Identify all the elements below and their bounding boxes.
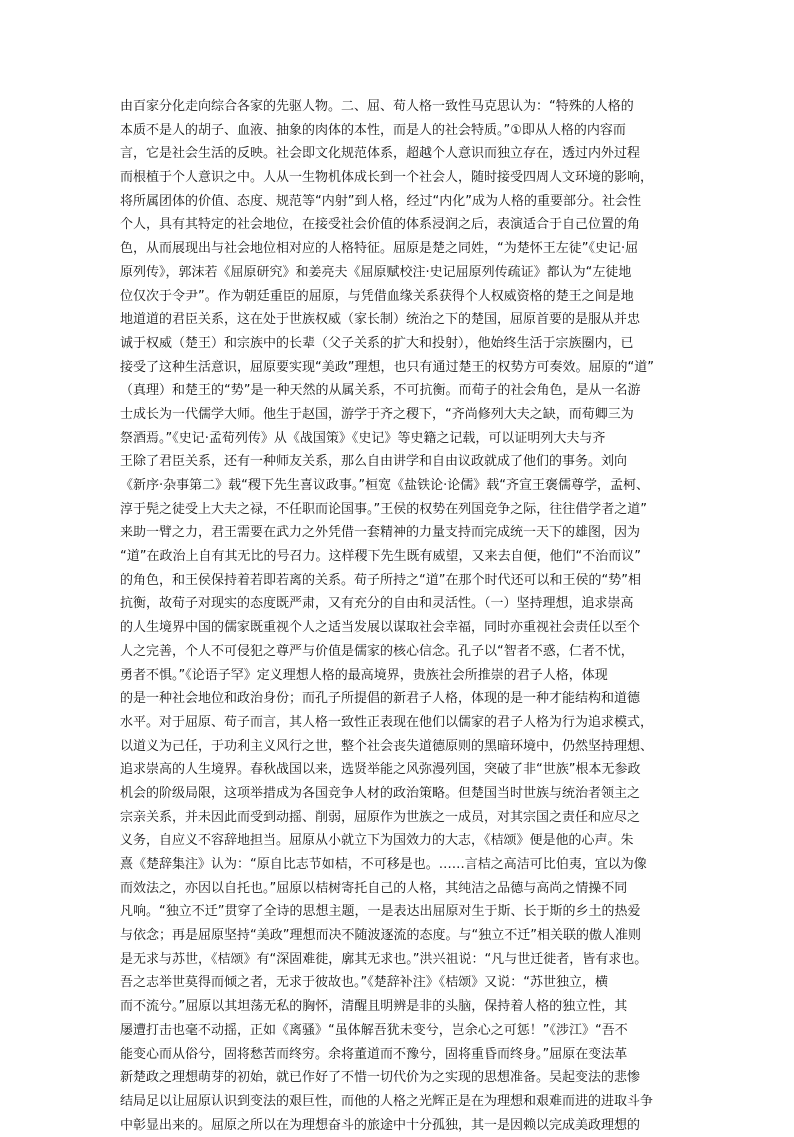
text-line: 机会的阶级局限，这项举措成为各国竞争人材的政治策略。但楚国当时世族与统治者领主之 (120, 785, 641, 801)
text-line: 追求崇高的人生境界。春秋战国以来，选贤举能之风弥漫列国，突破了非“世族”根本无参政 (120, 762, 641, 778)
text-line: 新楚政之理想萌芽的初始，就已作好了不惜一切代价为之实现的思想准备。吴起变法的悲惨 (120, 1070, 641, 1086)
text-line: 由百家分化走向综合各家的先驱人物。二、屈、荀人格一致性马克思认为：“特殊的人格的 (120, 99, 634, 114)
text-line: 屡遭打击也毫不动摇，正如《离骚》“虽体解吾犹未变兮，岂余心之可惩！”《涉江》“吾不 (120, 1022, 628, 1038)
text-line: 言，它是社会生活的反映。社会即文化规范体系，超越个人意识而独立存在，透过内外过程 (120, 146, 641, 162)
text-line: 人之完善，个人不可侵犯之尊严与价值是儒家的核心信念。孔子以“智者不惑，仁者不忧， (120, 643, 634, 659)
text-line: 而根植于个人意识之中。人从一生物机体成长到一个社会人，随时接受四周人文环境的影响， (120, 170, 654, 186)
text-line: 义务，自应义不容辞地担当。屈原从小就立下为国效力的大志，《桔颂》便是他的心声。朱 (120, 833, 634, 849)
text-line: 结局足以让屈原认识到变法的艰巨性，而他的人格之光辉正是在为理想和艰难而进的进取斗争 (120, 1093, 654, 1109)
text-line: 本质不是人的胡子、血液、抽象的肉体的本性，而是人的社会特质。”①即从人格的内容而 (120, 122, 626, 138)
text-line: 的是一种社会地位和政治身份；而孔子所提倡的新君子人格，体现的是一种才能结构和道德 (120, 691, 641, 707)
text-line: 的人生境界中国的儒家既重视个人之适当发展以谋取社会幸福，同时亦重视社会责任以至个 (120, 620, 641, 636)
text-line: 水平。对于屈原、荀子而言，其人格一致性正表现在他们以儒家的君子人格为行为追求模式， (120, 714, 654, 730)
text-line: 士成长为一代儒学大师。他生于赵国，游学于齐之稷下，“齐尚修列大夫之缺，而荀卿三为 (120, 406, 634, 422)
text-line: 的角色，和王侯保持着若即若离的关系。荀子所持之“道”在那个时代还可以和王侯的“势”相 (120, 572, 641, 588)
text-line: 地道道的君臣关系，这在处于世族权威（家长制）统治之下的楚国，屈原首要的是服从并忠 (120, 312, 641, 328)
text-line: 而不流兮。”屈原以其坦荡无私的胸怀，清醒且明辨是非的头脑，保持着人格的独立性，其 (120, 999, 628, 1015)
text-line: 宗亲关系，并未因此而受到动摇、削弱，屈原作为世族之一成员，对其宗国之责任和应尽之 (120, 809, 641, 825)
text-line: 《新序·杂事第二》载“稷下先生喜议政事。”桓宽《盐铁论·论儒》载“齐宣王褒儒尊学，孟柯、 (120, 478, 649, 493)
document-page (120, 95, 675, 1137)
text-line: 诚于权威（楚王）和宗族中的长辈（父子关系的扩大和投射），他始终生活于宗族圈内，已 (120, 335, 634, 351)
text-line: 色，从而展现出与社会地位相对应的人格特征。屈原是楚之同姓，“为楚怀王左徒”《史记·屈 (120, 241, 639, 257)
text-line: 来助一臂之力，君王需要在武力之外凭借一套精神的力量支持而完成统一天下的雄图，因为 (120, 525, 641, 541)
text-line: 是无求与苏世，《桔颂》有“深固难徙，廓其无求也。”洪兴祖说：“凡与世迁徙者，皆有求也。 (120, 951, 648, 967)
text-line: 凡响。“独立不迁”贯穿了全诗的思想主题，一是表达出屈原对生于斯、长于斯的乡土的热爱 (120, 904, 641, 920)
text-line: 接受了这种生活意识，屈原要实现“美政”理想，也只有通过楚王的权势方可奏效。屈原的“道” (120, 359, 654, 375)
text-line: 淳于髡之徒受上大夫之禄，不任职而论国事。”王侯的权势在列国竞争之际，往往借学者之道” (120, 501, 647, 517)
text-line: 原列传》，郭沫若《屈原研究》和姜亮夫《屈原赋校注·史记屈原列传疏证》都认为“左徒地 (120, 264, 632, 280)
text-line: 祭酒焉。”《史记·孟荀列传》从《战国策》《史记》等史籍之记载，可以证明列大夫与齐 (120, 430, 606, 446)
text-line: “道”在政治上自有其无比的号召力。这样稷下先生既有威望，又来去自便，他们“不治而议” (120, 549, 641, 565)
text-line: 熹《楚辞集注》认为：“原自比志节如桔，不可移是也。……言桔之高洁可比伯夷，宜以为像 (120, 857, 647, 872)
text-line: 个人，具有其特定的社会地位，在接受社会价值的体系浸润之后，表演适合于自己位置的角 (120, 217, 641, 233)
text-line: （真理）和楚王的“势”是一种天然的从属关系，不可抗衡。而荀子的社会角色，是从一名游 (120, 383, 641, 399)
text-line: 吾之志举世莫得而倾之者，无求于彼故也。”《楚辞补注》《桔颂》又说：“苏世独立，横 (120, 975, 608, 991)
text-line: 而效法之，亦因以自托也。”屈原以桔树寄托自己的人格，其纯洁之品德与高尚之情操不同 (120, 880, 628, 896)
text-line: 王除了君臣关系，还有一种师友关系，那么自由讲学和自由议政就成了他们的事务。刘向 (120, 454, 628, 470)
text-line: 勇者不惧。”《论语子罕》定义理想人格的最高境界，贵族社会所推崇的君子人格，体现 (120, 667, 608, 683)
text-line: 能变心而从俗兮，固将愁苦而终穷。余将董道而不豫兮，固将重昏而终身。”屈原在变法革 (120, 1046, 628, 1062)
text-line: 中彰显出来的。屈原之所以在为理想奋斗的旅途中十分孤独，其一是因赖以完成美政理想的 (120, 1117, 641, 1133)
text-line: 将所属团体的价值、态度、规范等“内射”到人格，经过“内化”成为人格的重要部分。社会性 (120, 193, 641, 209)
text-line: 与依念；再是屈原坚持“美政”理想而决不随波逐流的态度。与“独立不迁”相关联的傲人准则 (120, 928, 641, 944)
text-line: 位仅次于令尹”。作为朝廷重臣的屈原，与凭借血缘关系获得个人权威资格的楚王之间是地 (120, 288, 634, 304)
text-line: 抗衡，故荀子对现实的态度既严肃，又有充分的自由和灵活性。（一）坚持理想，追求崇高 (120, 596, 634, 612)
text-line: 以道义为己任，于功利主义风行之世，整个社会丧失道德原则的黑暗环境中，仍然坚持理想、 (120, 738, 654, 754)
